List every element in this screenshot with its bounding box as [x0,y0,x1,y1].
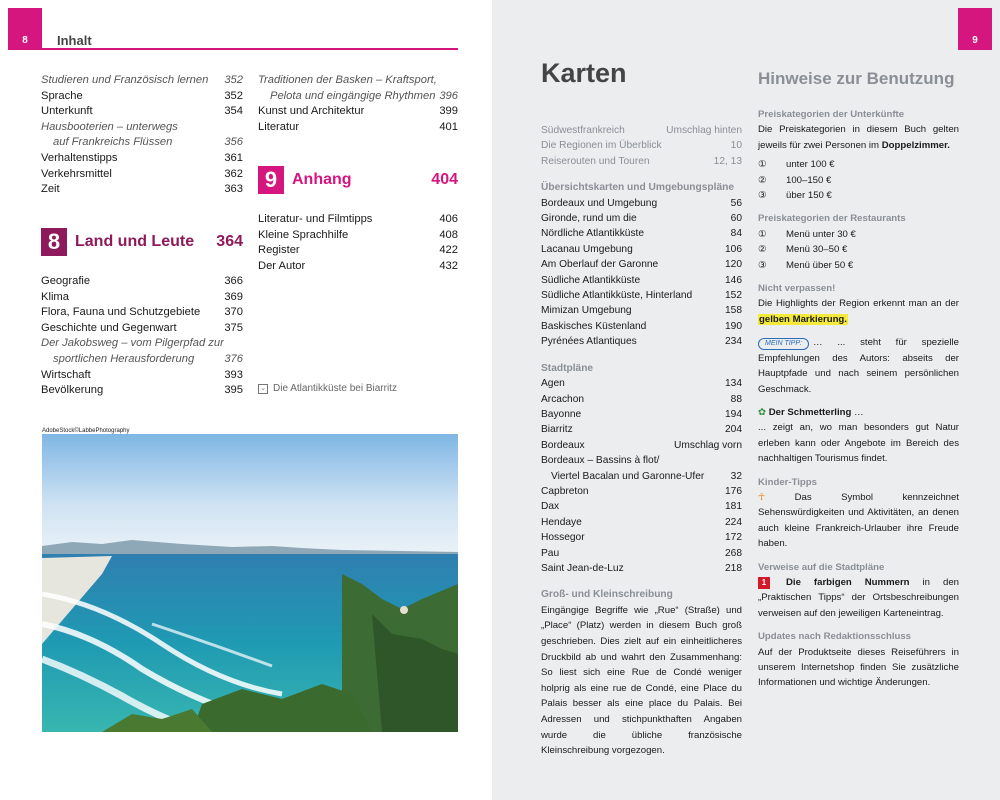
toc-entry-title: Der Jakobsweg – vom Pilgerpfad zur [41,337,224,350]
section-heading: Groß- und Kleinschreibung [541,589,673,601]
mein-tipp-badge: MEIN TIPP: [758,338,809,350]
price-category-item [758,173,959,188]
category-number-icon: ① [758,228,767,240]
toc-entry[interactable] [258,243,458,259]
toc-entry-page: 194 [725,408,742,420]
toc-entry-page: 406 [439,213,458,225]
toc-entry[interactable] [541,257,742,272]
toc-entry[interactable] [541,407,742,422]
toc-entry-title: Bordeaux [541,439,585,451]
toc-entry-title: Viertel Bacalan und Garonne-Ufer [551,470,705,482]
karten-list [541,123,742,759]
toc-entry-title: Sprache [41,89,83,102]
toc-entry-title: Bordeaux – Bassins à flot/ [541,455,660,467]
toc-column-b [258,73,458,135]
toc-entry[interactable] [41,321,243,337]
section-heading: Nicht verpassen! [758,283,836,295]
toc-entry-title: Saint Jean-de-Luz [541,562,624,574]
toc-entry-title: Südliche Atlantikküste [541,274,641,286]
toc-entry-page: 395 [224,384,243,397]
toc-entry[interactable] [541,469,742,484]
chapter-title: Anhang [292,171,352,188]
toc-entry-page: 234 [725,336,742,348]
text: in den „Praktischen Tipps“ der Ortsbeschreibungen verweisen auf den jeweiligen Karteneintrag. [758,576,960,619]
toc-entry-page: 432 [439,259,458,272]
toc-entry[interactable] [41,120,243,136]
karten-title: Karten [541,58,627,88]
toc-entry-page: 268 [725,547,742,559]
toc-entry-page: 32 [730,470,742,482]
toc-entry-page: 363 [224,183,243,196]
toc-column-c [41,274,243,399]
toc-entry-title: Hossegor [541,532,585,544]
photo-credit: AdobeStock©LabbePhotography [42,428,130,434]
toc-entry-title: Verkehrsmittel [41,167,112,180]
photo-caption [258,383,397,394]
section-heading: Verweise auf die Stadtpläne [758,561,885,573]
nicht-verpassen-text [758,296,959,327]
toc-entry-page: 190 [725,320,742,332]
toc-entry-title: Baskisches Küstenland [541,320,647,332]
toc-entry[interactable] [541,123,742,138]
toc-entry-title: Klima [41,290,69,303]
toc-entry[interactable] [41,290,243,306]
toc-entry[interactable] [541,453,742,468]
toc-entry-page: 352 [224,74,243,86]
toc-entry-title: Geografie [41,275,91,287]
toc-entry-page: 361 [224,151,243,164]
text: ... zeigt an, wo man besonders gut Natur erleben kann oder Angebote im Bereich des nachhaltigen Tourismus findet. [758,422,959,465]
toc-entry[interactable] [541,319,742,334]
toc-entry-title: Traditionen der Basken – Kraftsport, [258,74,437,86]
hinweise-column [758,107,959,691]
toc-entry-title: Flora, Fauna und Schutzgebiete [41,306,201,319]
toc-entry[interactable] [541,499,742,514]
toc-entry[interactable] [41,336,243,352]
toc-entry-page: 84 [730,228,742,240]
toc-entry[interactable] [541,484,742,499]
chapter-9-heading[interactable] [258,166,458,194]
toc-entry[interactable] [541,438,742,453]
toc-entry-title: Kunst und Architektur [258,105,365,118]
toc-entry-title: Zeit [41,183,60,196]
toc-entry-title: Capbreton [541,485,589,497]
toc-entry-title: Pelota und eingängige Rhythmen [270,89,436,102]
toc-entry-page: 106 [725,243,742,255]
page-number: 9 [972,35,978,46]
toc-entry-page: 375 [224,321,243,334]
toc-entry-page: 399 [439,105,458,118]
section-heading: Stadtpläne [541,362,594,374]
toc-entry[interactable] [541,334,742,349]
price-range: unter 100 € [786,159,835,171]
toc-entry-title: Nördliche Atlantikküste [541,228,645,240]
section-heading: Preiskategorien der Unterkünfte [758,109,905,120]
toc-entry-page: Umschlag vorn [674,439,742,451]
toc-entry[interactable] [258,104,458,120]
toc-entry-page: 362 [224,167,243,180]
toc-entry-page: 134 [725,378,742,390]
page-number-tab-left [8,8,42,50]
toc-entry[interactable] [541,138,742,153]
photo-pointer-icon: ⌄ [258,384,268,394]
toc-entry-title: Lacanau Umgebung [541,243,633,255]
kinder-text [758,490,959,552]
toc-entry[interactable] [41,73,243,89]
toc-entry[interactable] [41,305,243,321]
uebersicht-list [541,196,742,350]
toc-entry-page: 401 [439,120,458,133]
verweise-text [758,575,959,621]
page-number-tab-right [958,8,992,50]
category-number-icon: ③ [758,190,767,202]
toc-entry-page: 408 [439,228,458,241]
updates-text: Auf der Produktseite dieses Reiseführers in unserem Internetshop finden Sie zusätzliche Informationen und wichtige Änderungen. [758,646,959,689]
toc-entry[interactable] [258,259,458,275]
chapter-8-heading[interactable] [41,228,243,256]
price-range: Menü unter 30 € [786,228,856,240]
mein-tipp-text: MEIN TIPP: … ... steht für spezielle Empfehlungen des Autors: abseits der Hauptpfade und nach seinem persönlichen Geschmack. [758,337,959,395]
toc-entry[interactable] [541,196,742,211]
toc-entry-title: Pau [541,547,560,559]
toc-entry-title: Mimizan Umgebung [541,305,632,317]
price-category-item [758,188,959,203]
toc-entry-title: Agen [541,378,565,390]
toc-entry-page: 393 [224,368,243,381]
toc-entry-page: 422 [439,244,458,257]
toc-entry-title: Unterkunft [41,105,93,118]
toc-entry[interactable] [41,368,243,384]
butterfly-icon: ✿ [758,406,767,418]
toc-entry[interactable] [541,376,742,391]
toc-entry-title: sportlichen Herausforderung [53,352,195,365]
toc-entry-page: 12, 13 [713,155,742,167]
toc-entry-page: 218 [725,562,742,574]
toc-entry[interactable] [41,89,243,105]
toc-entry[interactable] [41,135,243,151]
toc-column-a [41,73,243,198]
price-category-item [758,258,959,273]
bold-text: Doppelzimmer. [881,139,950,151]
toc-entry-page: 356 [224,136,243,149]
toc-entry-page: 60 [730,213,742,225]
toc-entry[interactable] [541,303,742,318]
toc-entry-title: Wirtschaft [41,368,91,381]
toc-entry-title: auf Frankreichs Flüssen [53,136,173,149]
photo-caption-text: Die Atlantikküste bei Biarritz [273,383,397,394]
hinweise-title: Hinweise zur Benutzung [758,69,955,88]
toc-entry-title: Kleine Sprachhilfe [258,228,349,241]
running-title-rule [42,48,458,50]
toc-entry-title: Literatur [258,120,300,133]
section-heading: Updates nach Redaktionsschluss [758,631,912,643]
toc-entry-title: Der Autor [258,259,306,272]
category-number-icon: ② [758,174,767,186]
toc-entry[interactable] [541,561,742,576]
toc-entry[interactable] [258,73,458,89]
price-range: über 150 € [786,190,832,202]
toc-entry-title: Biarritz [541,424,573,436]
toc-entry[interactable] [41,352,243,368]
toc-entry[interactable] [41,274,243,290]
section-heading: Kinder-Tipps [758,476,817,488]
highlight-marker: gelben Markierung. [759,313,847,325]
toc-entry-title: Südwestfrankreich [541,125,625,136]
toc-entry-page: 376 [224,352,243,365]
toc-entry-title: Studieren und Französisch lernen [41,74,209,86]
gross-paragraph: Eingängige Begriffe wie „Rue“ (Straße) und „Place“ (Platz) werden in diesem Buch groß geschrieben. Dies zielt auf ein einheitlicheres Druckbild ab und wahrt den Zusammenhang: So liest sich eine Rue de Condé weniger holprig als eine rue de Condé, eine Place du Palais besser als eine place du Palais. Bei Adressen und stichpunkthaften Angaben wurde die übliche französische Kleinschreibung vorgezogen. [541,604,742,757]
toc-entry-title: Register [258,244,300,257]
chapter-page: 404 [431,171,458,188]
price-category-item [758,242,959,257]
toc-entry-page: 158 [725,305,742,317]
toc-entry[interactable] [258,228,458,244]
toc-entry-title: Am Oberlauf der Garonne [541,259,659,271]
toc-entry[interactable] [258,120,458,136]
toc-entry-title: Reiserouten und Touren [541,155,650,167]
text: ... steht für spezielle Empfehlungen des Autors: abseits der Hauptpfade und nach seinem persönlichen Geschmack. [758,337,959,395]
child-icon: ☥ [758,491,766,503]
price-range: Menü 30–50 € [786,244,848,256]
text: Das Symbol kennzeichnet Sehenswürdigkeiten und Aktivitäten, an denen auch kleine Frankreich-Urlauber ihre Freude haben. [758,491,960,550]
toc-entry-page: 352 [224,89,243,102]
schmetterling-text: ✿ Der Schmetterling … ... zeigt an, wo man besonders gut Natur erleben kann oder Angebote im Bereich des nachhaltigen Tourismus findet. [758,406,959,465]
toc-entry-page: 181 [725,501,742,513]
toc-entry[interactable] [41,167,243,183]
toc-entry[interactable] [41,182,243,198]
toc-entry[interactable] [541,288,742,303]
toc-entry[interactable] [541,273,742,288]
toc-entry-title: Verhaltenstipps [41,151,118,164]
page-number: 8 [22,35,28,46]
bold-text: Der Schmetterling [768,406,852,418]
toc-entry-page: 366 [224,275,243,287]
toc-entry-title: Gironde, rund um die [541,213,637,225]
toc-entry-title: Hausbooterien – unterwegs [41,120,178,133]
toc-entry-title: Geschichte und Gegenwart [41,321,177,334]
toc-column-d [258,212,458,274]
bold-text: Die farbigen Nummern [786,576,910,588]
toc-entry-page: 10 [730,140,742,152]
toc-entry-page: Umschlag hinten [666,125,742,136]
text: Die Highlights der Region erkennt man an der [758,298,959,310]
toc-entry[interactable] [541,211,742,226]
preis-unterkunft-text [758,122,959,153]
toc-entry-page: 176 [725,485,742,497]
toc-entry-title: Bayonne [541,408,582,420]
toc-entry[interactable] [41,104,243,120]
price-range: 100–150 € [786,174,832,186]
toc-entry-page: 152 [725,290,742,302]
toc-entry[interactable] [541,242,742,257]
toc-entry-page: 369 [224,290,243,303]
coast-photo [42,434,458,732]
toc-entry-title: Arcachon [541,393,585,405]
running-title: Inhalt [57,33,92,48]
toc-entry-page: 354 [224,105,243,118]
toc-entry-page: 56 [730,197,742,209]
toc-entry[interactable] [541,392,742,407]
text: Die Preiskategorien in diesem Buch gelten jeweils für zwei Personen im [758,124,959,151]
toc-entry-title: Bordeaux und Umgebung [541,197,658,209]
chapter-title: Land und Leute [75,233,195,250]
toc-entry-page: 370 [224,306,243,319]
toc-entry[interactable] [258,89,458,105]
toc-entry-page: 396 [439,89,458,102]
toc-entry-page: 204 [725,424,742,436]
toc-entry[interactable] [541,154,742,169]
toc-entry[interactable] [41,151,243,167]
toc-entry[interactable] [541,515,742,530]
toc-entry-title: Südliche Atlantikküste, Hinterland [541,290,693,302]
toc-entry[interactable] [541,530,742,545]
category-number-icon: ② [758,244,767,256]
overview-list [541,123,742,169]
toc-entry-title: Literatur- und Filmtipps [258,213,373,225]
category-number-icon: ③ [758,259,767,271]
chapter-number: 8 [41,228,67,256]
toc-entry[interactable] [541,546,742,561]
toc-entry-page: 224 [725,516,742,528]
toc-entry[interactable] [258,212,458,228]
toc-entry-title: Hendaye [541,516,582,528]
price-category-item [758,227,959,242]
toc-entry-page: 146 [725,274,742,286]
chapter-page: 364 [216,233,243,250]
section-heading: Preiskategorien der Restaurants [758,213,906,225]
number-badge-icon: 1 [758,577,770,589]
toc-entry-title: Dax [541,501,560,513]
toc-entry-title: Pyrénées Atlantiques [541,336,637,348]
toc-entry[interactable] [541,422,742,437]
price-range: Menü über 50 € [786,259,854,271]
stadtplaene-list [541,376,742,576]
unterkunft-list [758,157,959,203]
chapter-number: 9 [258,166,284,194]
toc-entry-page: 172 [725,532,742,544]
toc-entry[interactable] [541,226,742,241]
toc-entry[interactable] [41,383,243,399]
toc-entry-title: Bevölkerung [41,384,104,397]
section-heading: Übersichtskarten und Umgebungspläne [541,182,735,194]
restaurant-list [758,227,959,273]
category-number-icon: ① [758,159,767,171]
toc-entry-page: 88 [730,393,742,405]
toc-entry-title: Die Regionen im Überblick [541,140,662,152]
price-category-item [758,157,959,172]
toc-entry-page: 120 [725,259,742,271]
